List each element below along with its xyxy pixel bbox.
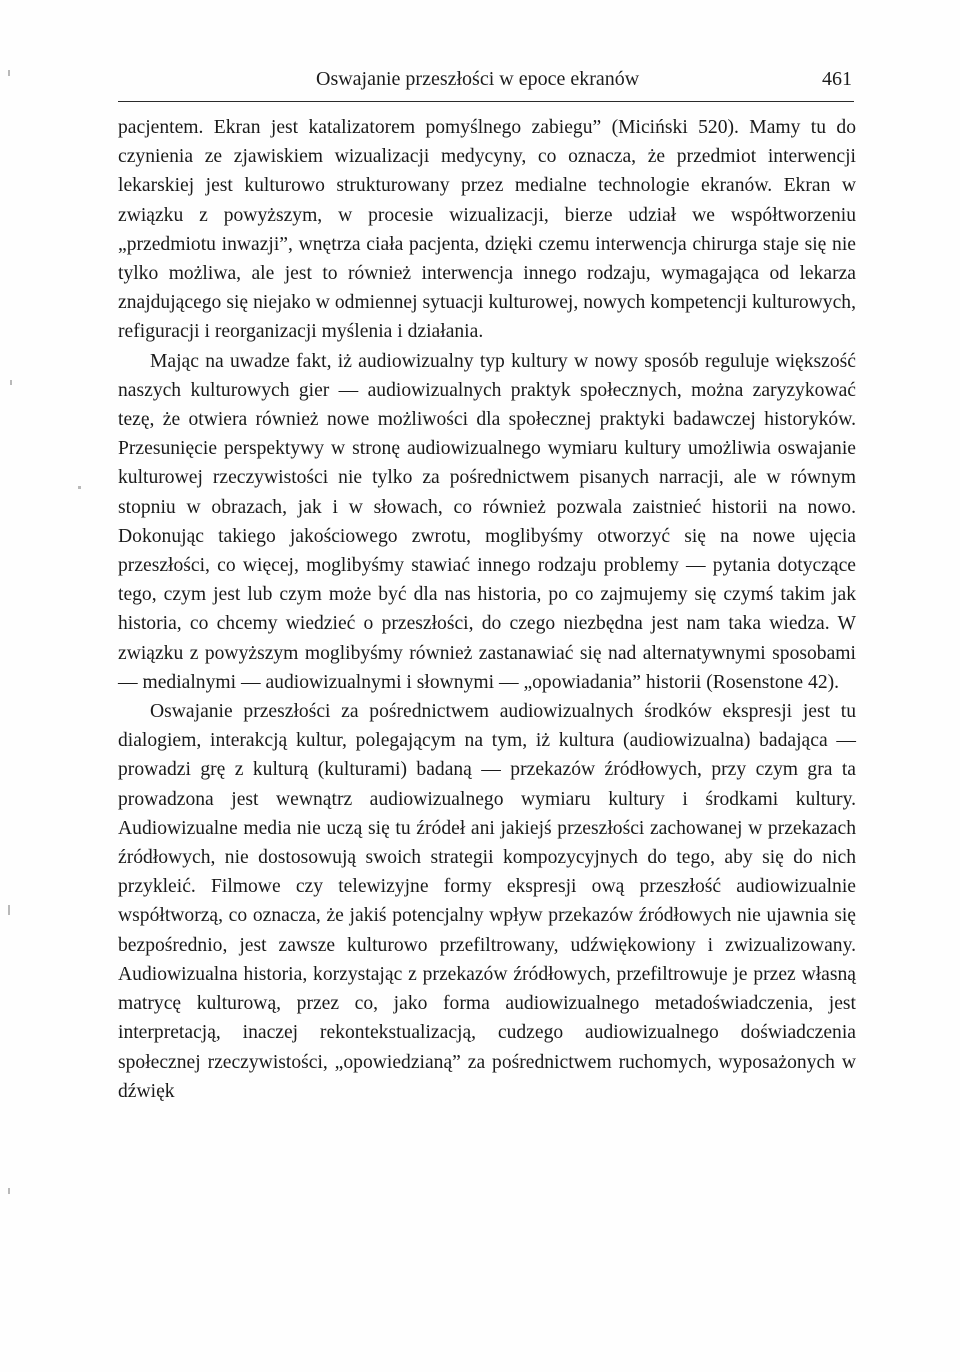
running-title: Oswajanie przeszłości w epoce ekranów — [316, 68, 640, 90]
paragraph-2: Mając na uwadze fakt, iż audiowizualny typ kultury w nowy sposób reguluje większość naszych kulturowych gier — audiowizualnych praktyk społecznych, można zaryzykować tezę, że otwiera również nowe możliwości dla społecznej praktyki badawczej historyków. Przesunięcie perspektywy w stronę audiowizualnego wymiaru kultury umożliwia oswajanie kulturowej rzeczywistości nie tylko za pośrednictwem pisanych narracji, ale w równym stopniu w obrazach, jak i w słowach, co również pozwala zaistnieć historii na nowo. Dokonując takiego jakościowego zwrotu, moglibyśmy otworzyć się na nowe ujęcia przeszłości, co więcej, moglibyśmy stawiać innego rodzaju problemy — pytania dotyczące tego, czym jest lub czym może być dla nas historia, po co zajmujemy się czymś takim jak historia, co chcemy wiedzieć o przeszłości, do czego niezbędna jest nam taka wiedza. W związku z powyższym moglibyśmy również zastanawiać się nad alternatywnymi sposobami — medialnymi — audiowizualnymi i słownymi — „opowiadania” historii (Rosenstone 42). — [118, 350, 856, 693]
paragraph-1: pacjentem. Ekran jest katalizatorem pomyślnego zabiegu” (Miciński 520). Mamy tu do czynienia ze zjawiskiem wizualizacji medycyny, co oznacza, że przedmiot interwencji lekarskiej jest kulturowo strukturowany przez medialne technologie ekranów. Ekran w związku z powyższym, w procesie wizualizacji, bierze udział we współtworzeniu „przedmiotu inwazji”, wnętrza ciała pacjenta, dzięki czemu interwencja chirurga staje się nie tylko możliwa, ale jest to również interwencja innego rodzaju, wymagająca od lekarza znajdującego się niejako w odmiennej sytuacji kulturowej, nowych kompetencji kulturowych, refiguracji i reorganizacji myślenia i działania. — [118, 117, 856, 343]
scan-speck — [8, 1188, 10, 1194]
paragraph-3: Oswajanie przeszłości za pośrednictwem audiowizualnych środków ekspresji jest tu dialogiem, interakcją kultur, polegającym na tym, iż kultura (audiowizualna) badająca — prowadzi grę z kulturą (kulturami) badaną — przekazów źródłowych, przy czym gra ta prowadzona jest wewnątrz audiowizualnego wymiaru kultury i środkami kultury. Audiowizualne media nie uczą się tu źródeł ani jakiejś przeszłości zachowanej w przekazach źródłowych, nie dostosowują swoich strategii kompozycyjnych do tego, aby się do nich przykleić. Filmowe czy telewizyjne formy ekspresji ową przeszłość audiowizualnie współtworzą, co oznacza, że jakiś potencjalny wpływ przekazów źródłowych nie ujawnia się bezpośrednio, jest zawsze kulturowo przefiltrowany, udźwiękowiony i zwizualizowany. Audiowizualna historia, korzystając z przekazów źródłowych, przefiltrowuje je przez własną matrycę kulturową, przez co, jako forma audiowizualnego metadoświadczenia, jest interpretacją, inaczej rekontekstualizacją, cudzego audiowizualnego doświadczenia społecznej rzeczywistości, „opowiedzianą” za pośrednictwem ruchomych, wyposażonych w dźwięk — [118, 701, 856, 1102]
scan-speck — [78, 486, 81, 489]
body-text — [118, 113, 856, 1106]
scan-speck — [8, 70, 10, 76]
scan-speck — [10, 380, 12, 385]
header-rule — [118, 101, 854, 102]
page-header — [118, 66, 854, 100]
page-number: 461 — [822, 68, 852, 90]
scan-speck — [8, 905, 10, 915]
